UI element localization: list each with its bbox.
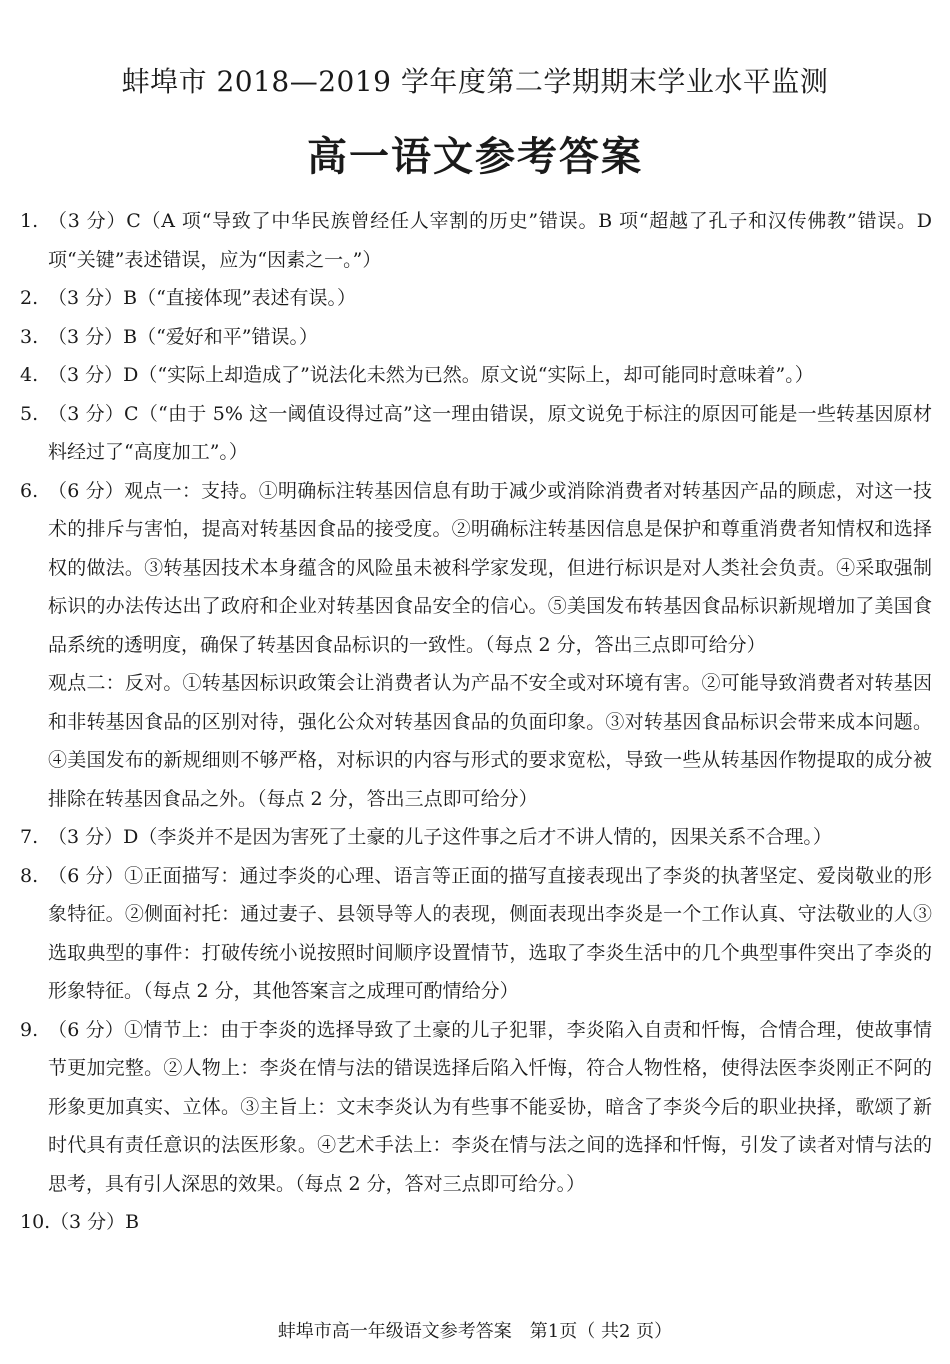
- answer-list: [20, 202, 932, 1242]
- answer-text: （6 分）①情节上：由于李炎的选择导致了土豪的儿子犯罪，李炎陷入自责和忏悔，合情合理，使故事情节更加完整。②人物上：李炎在情与法的错误选择后陷入忏悔，符合人物性格，使得法医李炎刚正不阿的形象更加真实、立体。③主旨上：文末李炎认为有些事不能妥协，暗含了李炎今后的职业抉择，歌颂了新时代具有责任意识的法医形象。④艺术手法上：李炎在情与法之间的选择和忏悔，引发了读者对情与法的思考，具有引人深思的效果。（每点 2 分，答对三点即可给分。）: [48, 1018, 932, 1195]
- answer-text: （3 分）B: [50, 1211, 140, 1233]
- answer-item-5: [20, 395, 932, 472]
- answer-text: （3 分）D（李炎并不是因为害死了土豪的儿子这件事之后才不讲人情的，因果关系不合理。）: [48, 826, 832, 848]
- document-title: 高一语文参考答案: [307, 134, 643, 180]
- answer-text: （3 分）C（“由于 5% 这一阈值设得过高”这一理由错误，原文说免于标注的原因可能是一些转基因原材料经过了“高度加工”。）: [48, 402, 932, 463]
- answer-number: 4.: [20, 364, 39, 386]
- answer-item-8: [20, 857, 932, 1011]
- answer-number: 5.: [20, 402, 39, 425]
- answer-number: 9.: [20, 1018, 39, 1041]
- answer-number: 8.: [20, 864, 39, 887]
- answer-number: 7.: [20, 826, 39, 848]
- answer-text: （3 分）B（“爱好和平”错误。）: [48, 325, 319, 348]
- answer-item-6: [20, 472, 932, 665]
- answer-item-1: [20, 202, 932, 279]
- answer-item-4: [20, 356, 932, 395]
- answer-item-2: [20, 279, 932, 318]
- answer-item-3: [20, 318, 932, 357]
- answer-item-9: [20, 1011, 932, 1204]
- answer-number: 3.: [20, 325, 39, 348]
- page-footer: 蚌埠市高一年级语文参考答案 第1页（ 共2 页）: [277, 1321, 673, 1342]
- answer-item-7: [20, 818, 932, 857]
- answer-text: （3 分）D（“实际上却造成了”说法化未然为已然。原文说“实际上，却可能同时意味着”。）: [48, 364, 814, 386]
- answer-text: （6 分）①正面描写：通过李炎的心理、语言等正面的描写直接表现出了李炎的执著坚定、爱岗敬业的形象特征。②侧面衬托：通过妻子、县领导等人的表现，侧面表现出李炎是一个工作认真、守法敬业的人③选取典型的事件：打破传统小说按照时间顺序设置情节，选取了李炎生活中的几个典型事件突出了李炎的形象特征。（每点 2 分，其他答案言之成理可酌情给分）: [48, 864, 932, 1002]
- answer-number: 1.: [20, 210, 39, 232]
- exam-title: 蚌埠市 2018—2019 学年度第二学期期末学业水平监测: [121, 65, 829, 98]
- answer-text: （3 分）C（A 项“导致了中华民族曾经任人宰割的历史”错误。B 项“超越了孔子和汉传佛教”错误。D 项“关键”表述错误，应为“因素之一。”）: [48, 210, 932, 271]
- answer-item-6-viewpoint-two: 观点二：反对。①转基因标识政策会让消费者认为产品不安全或对环境有害。②可能导致消费者对转基因和非转基因食品的区别对待，强化公众对转基因食品的负面印象。③对转基因食品标识会带来成本问题。④美国发布的新规细则不够严格，对标识的内容与形式的要求宽松，导致一些从转基因作物提取的成分被排除在转基因食品之外。（每点 2 分，答出三点即可给分）: [48, 672, 932, 810]
- answer-text: （6 分）观点一：支持。①明确标注转基因信息有助于减少或消除消费者对转基因产品的顾虑，对这一技术的排斥与害怕，提高对转基因食品的接受度。②明确标注转基因信息是保护和尊重消费者知情权和选择权的做法。③转基因技术本身蕴含的风险虽未被科学家发现，但进行标识是对人类社会负责。④采取强制标识的办法传达出了政府和企业对转基因食品安全的信心。⑤美国发布转基因食品标识新规增加了美国食品系统的透明度，确保了转基因食品标识的一致性。（每点 2 分，答出三点即可给分）: [48, 479, 932, 656]
- answer-number: 10.: [20, 1211, 51, 1233]
- answer-item-10: [20, 1203, 932, 1242]
- answer-number: 6.: [20, 479, 39, 502]
- answer-number: 2.: [20, 287, 39, 309]
- answer-text: （3 分）B（“直接体现”表述有误。）: [48, 287, 357, 309]
